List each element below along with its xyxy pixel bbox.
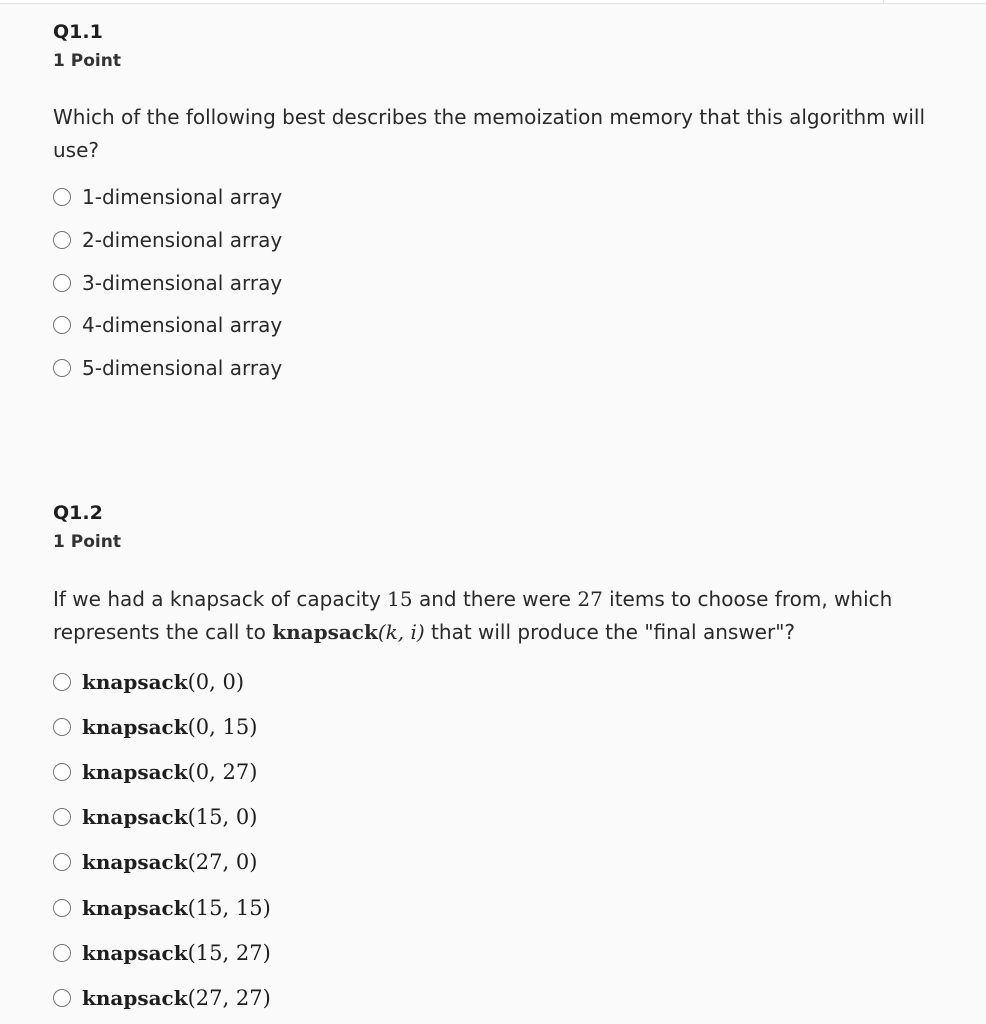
question-title: Q1.1: [53, 21, 103, 43]
option-args: (0, 0): [187, 669, 245, 694]
prompt-call-fn: knapsack: [272, 620, 378, 644]
option-label: [82, 805, 257, 829]
option-fn: knapsack: [82, 669, 188, 694]
prompt-text: that will produce the "final answer"?: [424, 620, 796, 644]
option-label: [82, 715, 257, 739]
prompt-text: and there were: [412, 587, 578, 611]
question-q1-2: [53, 501, 953, 1021]
option-fn: knapsack: [82, 940, 188, 965]
radio-button[interactable]: [53, 274, 71, 292]
prompt-items: 27: [577, 587, 603, 611]
option-fn: knapsack: [82, 759, 188, 784]
question-prompt: Which of the following best describes the memoization memory that this algorithm will use?: [53, 105, 926, 162]
radio-button[interactable]: [53, 718, 71, 736]
answer-options: [53, 659, 953, 1021]
option-label: 5-dimensional array: [82, 356, 283, 381]
radio-button[interactable]: [53, 989, 71, 1007]
option-label: [82, 850, 257, 874]
radio-button[interactable]: [53, 359, 71, 377]
radio-button[interactable]: [53, 231, 71, 249]
answer-option[interactable]: [53, 176, 953, 219]
option-fn: knapsack: [82, 850, 188, 875]
radio-button[interactable]: [53, 763, 71, 781]
option-label: [82, 670, 244, 694]
question-points: 1 Point: [53, 51, 121, 71]
option-label: 4-dimensional array: [82, 313, 283, 338]
question-points: 1 Point: [53, 532, 121, 552]
radio-button[interactable]: [53, 853, 71, 871]
answer-option[interactable]: [53, 304, 953, 347]
option-label: 3-dimensional array: [82, 270, 283, 295]
answer-option[interactable]: [53, 347, 953, 390]
top-divider: [0, 0, 986, 4]
option-label: [82, 941, 271, 965]
prompt-text: If we had a knapsack of capacity: [53, 587, 388, 611]
answer-option[interactable]: [53, 704, 953, 749]
radio-button[interactable]: [53, 944, 71, 962]
divider-tick: [883, 0, 884, 3]
prompt-call-args: (k, i): [377, 620, 425, 644]
answer-option[interactable]: [53, 261, 953, 304]
option-label: 1-dimensional array: [82, 185, 283, 210]
option-args: (15, 15): [187, 895, 271, 920]
option-label: [82, 760, 257, 784]
option-label: [82, 896, 271, 920]
option-fn: knapsack: [82, 895, 188, 920]
question-prompt: [53, 583, 953, 649]
radio-button[interactable]: [53, 673, 71, 691]
answer-option[interactable]: [53, 975, 953, 1020]
option-args: (15, 27): [187, 940, 271, 965]
answer-option[interactable]: [53, 885, 953, 930]
radio-button[interactable]: [53, 899, 71, 917]
option-args: (0, 27): [187, 759, 258, 784]
option-args: (15, 0): [187, 805, 258, 830]
option-args: (27, 0): [187, 850, 258, 875]
radio-button[interactable]: [53, 188, 71, 206]
radio-button[interactable]: [53, 316, 71, 334]
question-q1-1: [53, 20, 953, 389]
question-title: Q1.2: [53, 502, 103, 524]
option-fn: knapsack: [82, 805, 188, 830]
answer-option[interactable]: [53, 795, 953, 840]
answer-option[interactable]: [53, 840, 953, 885]
answer-option[interactable]: [53, 219, 953, 262]
option-label: [82, 986, 271, 1010]
prompt-text: items to choose from, which represents the call to: [53, 587, 893, 644]
answer-option[interactable]: [53, 930, 953, 975]
prompt-capacity: 15: [387, 587, 413, 611]
option-fn: knapsack: [82, 714, 188, 739]
answer-option[interactable]: [53, 659, 953, 704]
radio-button[interactable]: [53, 808, 71, 826]
option-args: (0, 15): [187, 714, 258, 739]
option-fn: knapsack: [82, 985, 188, 1010]
answer-options: [53, 176, 953, 389]
answer-option[interactable]: [53, 749, 953, 794]
option-args: (27, 27): [187, 985, 271, 1010]
option-label: 2-dimensional array: [82, 228, 283, 253]
